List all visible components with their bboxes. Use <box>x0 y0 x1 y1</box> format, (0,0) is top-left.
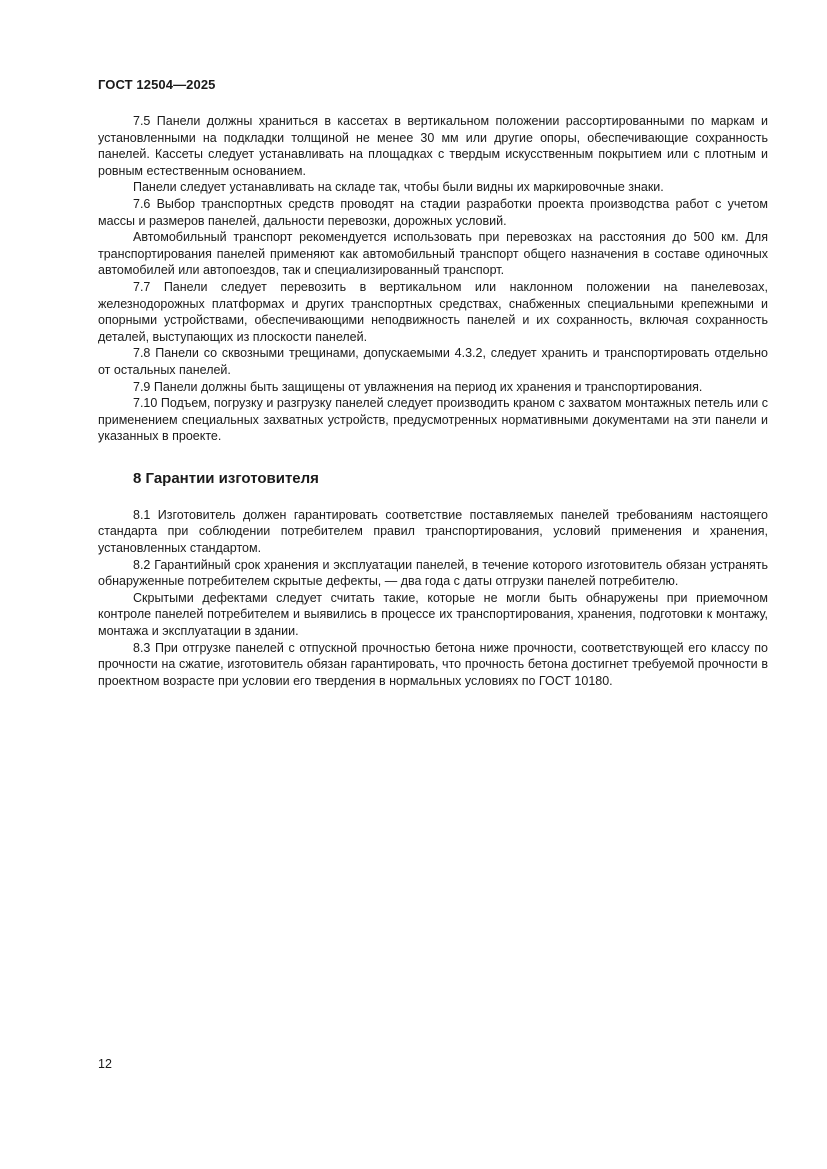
page-number: 12 <box>98 1057 112 1071</box>
section-8-title: 8 Гарантии изготовителя <box>133 469 319 487</box>
paragraph-7-8: 7.8 Панели со сквозными трещинами, допускаемыми 4.3.2, следует хранить и транспортировать отдельно от остальных панелей. <box>98 346 768 377</box>
paragraph-8-2: 8.2 Гарантийный срок хранения и эксплуатации панелей, в течение которого изготовитель обязан устранять обнаруженные потребителем скрытые дефекты, — два года с даты отгрузки панелей потребителю. <box>98 557 768 589</box>
paragraph-7-9: 7.9 Панели должны быть защищены от увлажнения на период их хранения и транспортирования. <box>133 379 703 394</box>
paragraph-8-1: 8.1 Изготовитель должен гарантировать соответствие поставляемых панелей требованиям настоящего стандарта при соблюдении потребителем правил транспортирования, условий применения и хранения, установленных стандартом. <box>98 507 768 556</box>
paragraph-7-6: 7.6 Выбор транспортных средств проводят на стадии разработки проекта производства работ с учетом массы и размеров панелей, дальности перевозки, дорожных условий. <box>98 196 768 228</box>
document-body <box>98 113 768 689</box>
paragraph-7-10: 7.10 Подъем, погрузку и разгрузку панелей следует производить краном с захватом монтажных петель или с применением специальных захватных устройств, предусмотренных нормативными документами на эти панели и указанных в проекте. <box>98 396 768 444</box>
paragraph-8-2-hidden-defects: Скрытыми дефектами следует считать такие, которые не могли быть обнаружены при приемочном контроле панелей потребителем и выявились в процессе их транспортирования, хранения, подготовки к монтажу, монтажа и эксплуатации в здании. <box>98 590 768 639</box>
paragraph-8-3: 8.3 При отгрузке панелей с отпускной прочностью бетона ниже прочности, соответствующей его классу по прочности на сжатие, изготовитель обязан гарантировать, что прочность бетона достигнет требуемой прочности в проектном возрасте при условии его твердения в нормальных условиях по ГОСТ 10180. <box>98 640 768 688</box>
document-header: ГОСТ 12504—2025 <box>98 77 216 92</box>
paragraph-7-7: 7.7 Панели следует перевозить в вертикальном или наклонном положении на панелевозах, железнодорожных платформах и других транспортных средствах, снабженных специальными крепежными и опорными устройствами, обеспечивающими неподвижность панелей и их сохранность, включая сохранность деталей, выступающих из плоскости панелей. <box>98 279 768 344</box>
paragraph-7-6-transport: Автомобильный транспорт рекомендуется использовать при перевозках на расстояния до 500 км. Для транспортирования панелей применяют как автомобильный транспорт общего назначения в составе одиночных автомобилей или автопоездов, так и специализированный транспорт. <box>98 230 768 278</box>
paragraph-7-5-marking: Панели следует устанавливать на складе так, чтобы были видны их маркировочные знаки. <box>133 180 664 195</box>
paragraph-7-5: 7.5 Панели должны храниться в кассетах в вертикальном положении рассортированными по маркам и установленными на подкладки толщиной не менее 30 мм или другие опоры, обеспечивающие сохранность панелей. Кассеты следует устанавливать на площадках с твердым искусственным покрытием или с плотным и ровным естественным основанием. <box>98 114 768 178</box>
